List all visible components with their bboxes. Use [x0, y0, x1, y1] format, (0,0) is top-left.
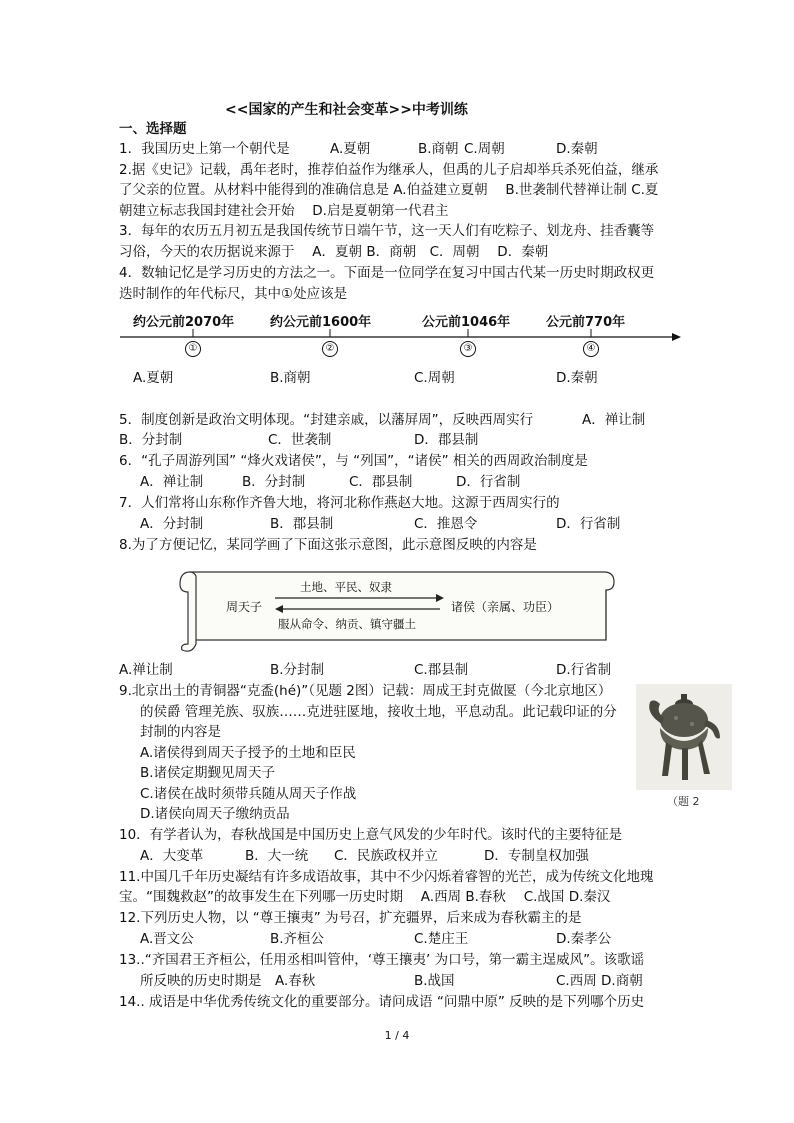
page-title: <<国家的产生和社会变革>>中考训练: [225, 102, 468, 118]
question-6-line-1: 6．“孔子周游列国” “烽火戏诸侯”，与 “列国”，“诸侯” 相关的西周政治制度是: [119, 453, 588, 469]
q7-option-c: C．推恩令: [414, 516, 478, 532]
q6-option-a: A．禅让制: [140, 474, 204, 490]
q13-option-cd: C.西周 D.商朝: [556, 973, 643, 989]
timeline-label-4: 公元前770年: [546, 315, 626, 330]
timeline-mark-2: ②: [322, 341, 338, 357]
question-5-line-1: 5．制度创新是政治文明体现。“封建亲戚，以藩屏周”，反映西周实行: [119, 412, 534, 428]
scroll-right-label: 诸侯（亲属、功臣）: [451, 600, 560, 614]
question-4-line-2: 迭时制作的年代标尺，其中①处应该是: [119, 286, 348, 302]
q1-option-a: A.夏朝: [330, 141, 371, 157]
q7-option-b: B．郡县制: [270, 516, 334, 532]
q9-option-a: A.诸侯得到周天子授予的土地和臣民: [140, 745, 356, 761]
q8-option-b: B.分封制: [270, 662, 325, 678]
timeline-label-3: 公元前1046年: [422, 315, 511, 330]
q5-option-b: B．分封制: [119, 432, 183, 448]
q1-option-b: B.商朝: [418, 141, 459, 157]
q1-option-d: D.秦朝: [556, 141, 598, 157]
question-11-line-2: 宝。“围魏救赵”的故事发生在下列哪一历史时期 A.西周 B.春秋 C.战国 D.秦汉: [119, 889, 611, 905]
q9-option-b: B.诸侯定期觐见周天子: [140, 765, 276, 781]
question-2-line-3: 朝建立标志我国封建社会开始 D.启是夏朝第一代君主: [119, 203, 449, 219]
question-14-line-1: 14.. 成语是中华优秀传统文化的重要部分。请问成语 “问鼎中原” 反映的是下列哪个历史: [119, 994, 645, 1010]
q6-option-c: C．郡县制: [349, 474, 413, 490]
question-13-line-1: 13..“齐国君王齐桓公，任用丞相叫管仲，‘尊王攘夷’ 为口号，第一霸主逞威风”。该歌谣: [119, 952, 645, 968]
timeline-label-2: 约公元前1600年: [270, 315, 372, 330]
question-2-line-2: 了父亲的位置。从材料中能得到的准确信息是 A.伯益建立夏朝 B.世袭制代替禅让制 C.夏: [119, 182, 659, 198]
q4-option-b: B.商朝: [270, 370, 311, 386]
timeline-arrow: [672, 333, 681, 341]
timeline-mark-3: ③: [460, 341, 476, 357]
page-number: 1 / 4: [384, 1029, 410, 1042]
q7-option-d: D．行省制: [556, 516, 621, 532]
q9-option-d: D.诸侯向周天子缴纳贡品: [140, 806, 290, 822]
q10-option-d: D．专制皇权加强: [484, 848, 589, 864]
question-3-line-1: 3．每年的农历五月初五是我国传统节日端午节，这一天人们有吃粽子、划龙舟、挂香囊等: [119, 223, 655, 239]
q5-option-d: D．郡县制: [414, 432, 479, 448]
q4-option-d: D.秦朝: [556, 370, 598, 386]
q10-option-c: C．民族政权并立: [334, 848, 438, 864]
q7-option-a: A．分封制: [140, 516, 204, 532]
q13-option-b: B.战国: [414, 973, 455, 989]
question-2-line-1: 2.据《史记》记载，禹年老时，推荐伯益作为继承人，但禹的儿子启却举兵杀死伯益，继承: [119, 162, 659, 178]
q4-option-a: A.夏朝: [133, 370, 174, 386]
question-8-line-1: 8.为了方便记忆，某同学画了下面这张示意图，此示意图反映的内容是: [119, 537, 537, 553]
q8-option-d: D.行省制: [556, 662, 612, 678]
scroll-bottom-label: 服从命令、纳贡、镇守疆土: [278, 617, 416, 631]
image-caption: （题 2: [667, 795, 700, 808]
scroll-left-label: 周天子: [226, 600, 263, 614]
q10-option-b: B．大一统: [245, 848, 309, 864]
q8-option-c: C.郡县制: [414, 662, 469, 678]
scroll-top-label: 土地、平民、奴隶: [300, 580, 392, 594]
question-11-line-1: 11.中国几千年历史凝结有许多成语故事，其中不少闪烁着睿智的光芒，成为传统文化地瑰: [119, 869, 654, 885]
q12-option-b: B.齐桓公: [270, 931, 325, 947]
question-12-line-1: 12.下列历史人物，以 “尊王攘夷” 为号召，扩充疆界，后来成为春秋霸主的是: [119, 910, 582, 926]
timeline-mark-4: ④: [583, 341, 599, 357]
bronze-vessel-image: [636, 684, 732, 790]
q12-option-d: D.秦孝公: [556, 931, 612, 947]
question-9-line-2: 的侯爵 管理羌族、驭族……克进驻匽地，接收土地，平息动乱。此记载印证的分: [140, 704, 617, 720]
q8-option-a: A.禅让制: [119, 662, 173, 678]
q1-option-c: C.周朝: [464, 141, 505, 157]
timeline-mark-1: ①: [185, 341, 201, 357]
q5-option-c: C．世袭制: [268, 432, 332, 448]
q10-option-a: A．大变革: [140, 848, 204, 864]
question-9-line-3: 封制的内容是: [140, 724, 221, 740]
q6-option-b: B．分封制: [242, 474, 306, 490]
q4-option-c: C.周朝: [414, 370, 455, 386]
question-10-line-1: 10．有学者认为，春秋战国是中国历史上意气风发的少年时代。该时代的主要特征是: [119, 827, 623, 843]
question-4-line-1: 4．数轴记忆是学习历史的方法之一。下面是一位同学在复习中国古代某一历史时期政权更: [119, 265, 655, 281]
q12-option-c: C.楚庄王: [414, 931, 469, 947]
section-heading: 一、选择题: [119, 121, 187, 137]
question-7-line-1: 7．人们常将山东称作齐鲁大地，将河北称作燕赵大地。这源于西周实行的: [119, 495, 560, 511]
q6-option-d: D．行省制: [456, 474, 521, 490]
timeline-label-1: 约公元前2070年: [133, 315, 235, 330]
q12-option-a: A.晋文公: [140, 931, 194, 947]
question-3-line-2: 习俗，今天的农历据说来源于 A．夏朝 B．商朝 C．周朝 D．秦朝: [119, 244, 549, 260]
question-13-line-2: 所反映的历史时期是 A.春秋: [140, 973, 316, 989]
scroll-left-roll: [180, 572, 196, 651]
q9-option-c: C.诸侯在战时须带兵随从周天子作战: [140, 786, 357, 802]
question-1-stem: 1．我国历史上第一个朝代是: [119, 141, 290, 157]
q5-option-a: A．禅让制: [582, 412, 646, 428]
question-9-line-1: 9.北京出土的青铜器“克盉(hé)”（见题 2图）记载：周成王封克做匽（今北京地区）: [119, 683, 612, 699]
